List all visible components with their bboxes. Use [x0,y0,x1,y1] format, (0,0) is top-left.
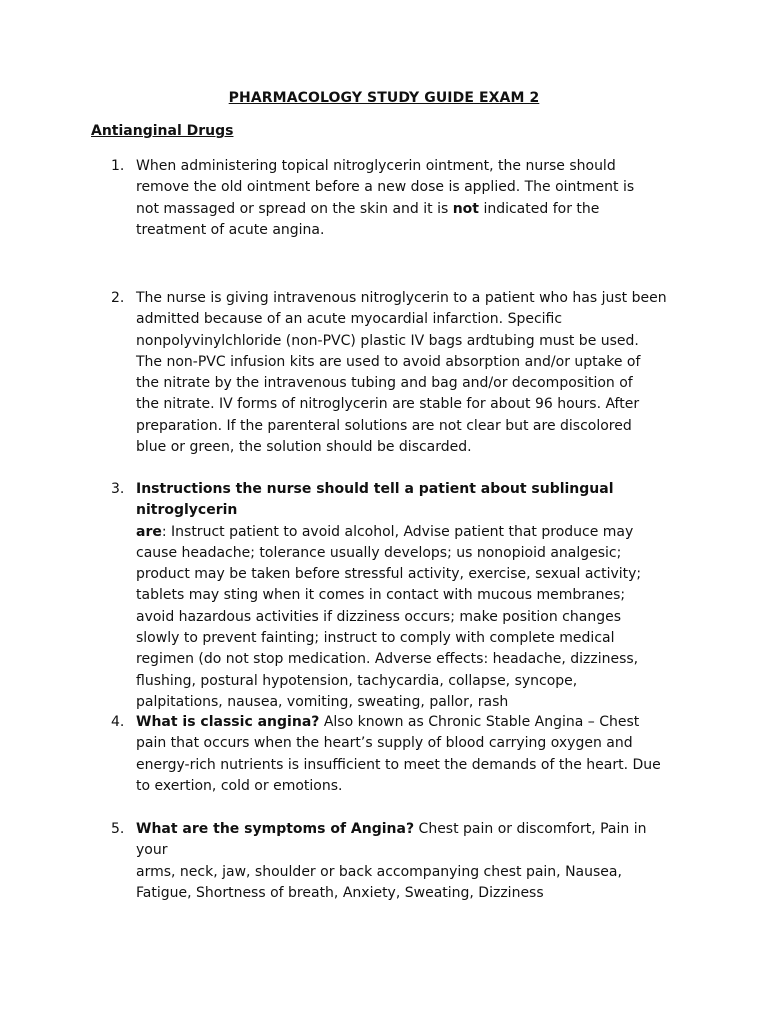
item-answer: Also known as Chronic Stable Angina – Chest pain that occurs when the heart’s supply of blood carrying oxygen and energy-rich nutrients is insufficient to meet the demands of the heart. Due to exertion, cold or emotions. [136,714,661,794]
item-emphasis: not [452,200,479,217]
list-item-text [136,479,681,713]
section-heading: Antianginal Drugs [91,123,234,139]
page-title: PHARMACOLOGY STUDY GUIDE EXAM 2 [228,90,540,106]
item-text-lead: When administering topical nitroglycerin ointment, the nurse should remove the old ointment before a new dose is applied. The ointment is not massaged or spread on the skin and it is [136,158,635,217]
list-item-1 [111,156,681,241]
list-item-number: 4. [111,714,125,730]
item-answer: : Instruct patient to avoid alcohol, Advise patient that produce may cause headache; tolerance usually develops; us nonopioid analgesic; product may be taken before stressful activity, exercise, sexual activity; tablets may sting when it comes in contact with mucous membranes; avoid hazardous activities if dizziness occurs; make position changes slowly to prevent fainting; instruct to comply with complete medical regimen (do not stop medication. Adverse effects: headache, dizziness, flushing, postural hypotension, tachycardia, collapse, syncope, palpitations, nausea, vomiting, sweating, pallor, rash [136,523,642,710]
list-item-2 [111,288,681,458]
list-item-text: The nurse is giving intravenous nitroglycerin to a patient who has just been admitted because of an acute myocardial infarction. Specific nonpolyvinylchloride (non-PVC) plastic IV bags ardtubing must be used. The non-PVC infusion kits are used to avoid absorption and/or uptake of the nitrate by the intravenous tubing and bag and/or decomposition of the nitrate. IV forms of nitroglycerin are stable for about 96 hours. After preparation. If the parenteral solutions are not clear but are discolored blue or green, the solution should be discarded. [136,290,667,456]
list-item-number: 1. [111,158,125,174]
item-question: Instructions the nurse should tell a patient about sublingual nitroglycerin are [136,481,614,540]
item-text-tail: indicated for the treatment of acute angina. [136,200,600,238]
list-item-text [136,819,681,904]
list-item-number: 3. [111,481,125,497]
item-answer: Chest pain or discomfort, Pain in your arms, neck, jaw, shoulder or back accompanying chest pain, Nausea, Fatigue, Shortness of breath, Anxiety, Sweating, Dizziness [136,821,647,901]
list-item-text [136,712,681,797]
item-question: What are the symptoms of Angina? [136,821,415,837]
list-item-number: 2. [111,290,125,306]
item-question: What is classic angina? [136,714,320,730]
list-item-number: 5. [111,821,125,837]
list-item-5 [111,819,681,904]
list-item-4 [111,712,681,797]
list-item-3 [111,479,681,713]
list-item-text [136,156,681,241]
